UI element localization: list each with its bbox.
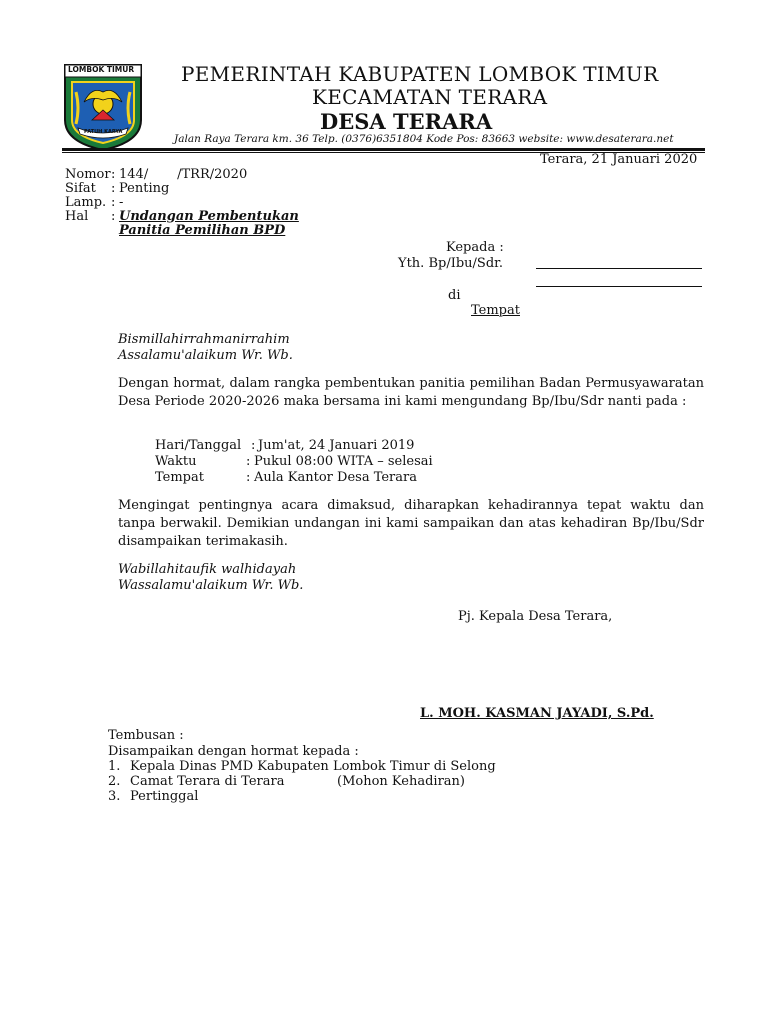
detail-time-sep: : [246,454,251,469]
meta-nature-label: Sifat [65,181,96,196]
lombok-timur-emblem-icon [62,62,144,152]
logo-bottom-text: PATUH KARYA [84,129,123,135]
cc-item-number: 2. [108,774,121,789]
letter-date: Terara, 21 Januari 2020 [540,152,698,167]
cc-intro: Disampaikan dengan hormat kepada : [108,744,359,759]
detail-time-label: Waktu [155,454,197,469]
meta-subject-label: Hal [65,209,89,224]
closing-salam: Wassalamu'alaikum Wr. Wb. [118,578,304,593]
recipient-yth: Yth. Bp/Ibu/Sdr. [398,256,504,271]
recipient-kepada: Kepada : [446,240,504,255]
cc-title: Tembusan : [108,728,184,743]
body-paragraph-closing: Mengingat pentingnya acara dimaksud, diharapkan kehadirannya tepat waktu dan tanpa berwakil. Demikian undangan ini kami sampaikan dan atas kehadiran Bp/Ibu/Sdr disampaikan terimakasih. [118,498,704,549]
meta-number-value: 144/ /TRR/2020 [119,167,248,182]
recipient-place: Tempat [471,303,520,318]
header-district: KECAMATAN TERARA [312,85,548,109]
detail-place-sep: : [246,470,251,485]
opening-bismillah: Bismillahirrahmanirrahim [118,332,290,347]
meta-attachment-sep: : [111,195,116,210]
logo-top-text: LOMBOK TIMUR [68,65,135,74]
cc-item-text: Camat Terara di Terara [130,774,285,789]
recipient-blank-line-2 [536,286,702,287]
detail-time-value: Pukul 08:00 WITA – selesai [254,454,433,469]
closing-wabillahi: Wabillahitaufik walhidayah [118,562,297,577]
meta-attachment-label: Lamp. [65,195,107,210]
detail-date-label: Hari/Tanggal [155,438,242,453]
recipient-blank-line-1 [536,268,702,269]
detail-place-value: Aula Kantor Desa Terara [254,470,417,485]
header-address: Jalan Raya Terara km. 36 Telp. (0376)6351804 Kode Pos: 83663 website: www.desaterara.net [174,133,674,145]
regency-logo [62,62,144,152]
cc-item-text: Kepala Dinas PMD Kabupaten Lombok Timur di Selong [130,759,496,774]
cc-item-number: 1. [108,759,121,774]
body-paragraph-invitation: Dengan hormat, dalam rangka pembentukan panitia pemilihan Badan Permusyawaratan Desa Periode 2020-2026 maka bersama ini kami mengundang Bp/Ibu/Sdr nanti pada : [118,376,704,409]
cc-item-text: Pertinggal [130,789,199,804]
recipient-di: di [448,288,461,303]
meta-attachment-value: - [119,195,124,210]
meta-number-sep: : [111,167,116,182]
detail-place-label: Tempat [155,470,204,485]
signature-name: L. MOH. KASMAN JAYADI, S.Pd. [420,706,654,721]
opening-salam: Assalamu'alaikum Wr. Wb. [118,348,293,363]
signature-title: Pj. Kepala Desa Terara, [458,609,613,624]
letterhead-divider [62,148,705,151]
meta-nature-sep: : [111,181,116,196]
header-village: DESA TERARA [320,109,493,134]
detail-date-sep: : [251,438,256,453]
detail-date-value: Jum'at, 24 Januari 2019 [258,438,415,453]
meta-number-label: Nomor [65,167,111,182]
header-government: PEMERINTAH KABUPATEN LOMBOK TIMUR [181,62,659,86]
cc-item-note: (Mohon Kehadiran) [337,774,465,789]
meta-subject-value-line2: Panitia Pemilihan BPD [119,223,286,238]
meta-nature-value: Penting [119,181,170,196]
cc-item-number: 3. [108,789,121,804]
meta-subject-value: Undangan Pembentukan [119,209,299,224]
meta-subject-sep: : [111,209,116,224]
